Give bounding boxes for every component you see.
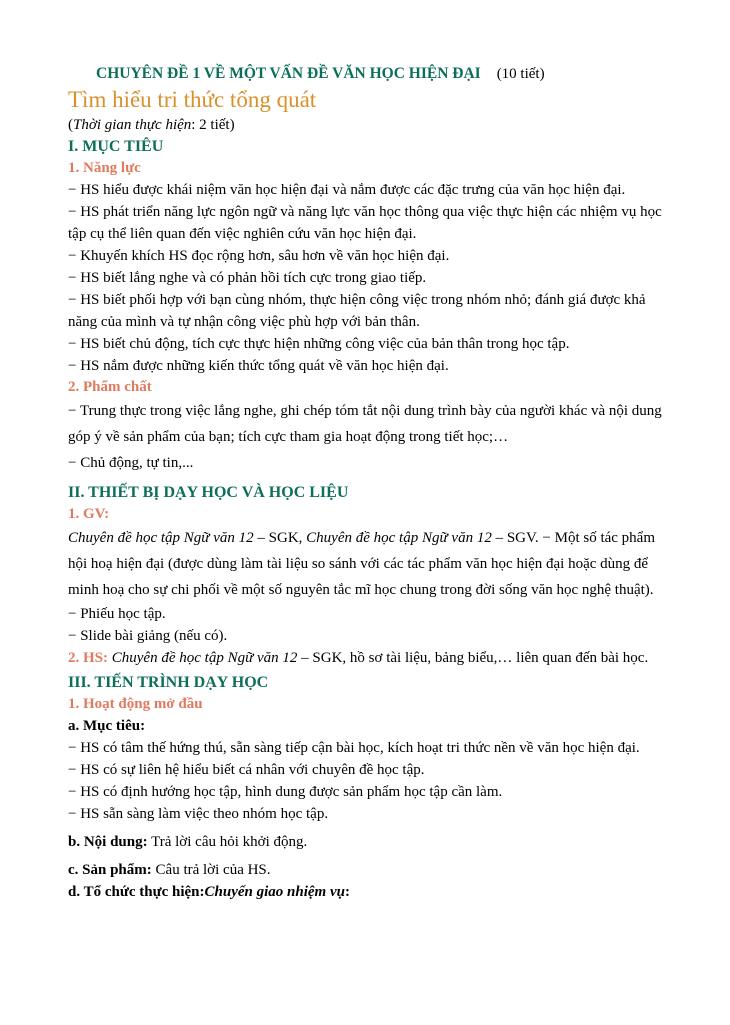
noi-dung-line <box>68 831 668 853</box>
subheading-pham-chat: 2. Phẩm chất <box>68 379 152 395</box>
time-line: (Thời gian thực hiện: 2 tiết) <box>68 117 235 133</box>
gv-text-2: – SGV. − Một số tác phẩm hội hoạ hiện đại (được dùng làm tài liệu so sánh với các tác phẩm văn học hiện đại hoặc dùng để minh hoạ cho sự chi phối về một số nguyên tắc mĩ học chung trong đời sống văn học nghệ thuật). <box>68 530 656 598</box>
muc-tieu-item: − HS sẵn sàng làm việc theo nhóm học tập. <box>68 806 329 822</box>
document-title <box>68 62 668 86</box>
gv-book-sgk: Chuyên đề học tập Ngữ văn 12 <box>68 530 254 546</box>
time-value: : 2 tiết <box>191 117 230 133</box>
to-chuc-line <box>68 881 668 903</box>
muc-tieu-item: − HS có định hướng học tập, hình dung được sản phẩm học tập cần làm. <box>68 784 503 800</box>
label-noi-dung: b. Nội dung: <box>68 834 148 850</box>
lesson-subtitle: Tìm hiểu tri thức tổng quát <box>68 87 317 112</box>
document-page <box>68 62 668 903</box>
pham-chat-item: − Chủ động, tự tin,... <box>68 455 194 471</box>
section-heading-tien-trinh: III. TIẾN TRÌNH DẠY HỌC <box>68 674 269 691</box>
noi-dung-text: Trả lời câu hỏi khởi động. <box>147 834 308 850</box>
chuyen-giao-text: Chuyển giao nhiệm vụ <box>204 884 345 900</box>
muc-tieu-item: − HS có sự liên hệ hiểu biết cá nhân với chuyên đề học tập. <box>68 762 425 778</box>
hs-text: – SGK, hồ sơ tài liệu, bảng biểu,… liên quan đến bài học. <box>297 650 649 666</box>
gv-item: − Slide bài giảng (nếu có). <box>68 628 228 644</box>
pham-chat-item: − Trung thực trong việc lắng nghe, ghi chép tóm tắt nội dung trình bày của người khác và nội dung góp ý về sản phẩm của bạn; tích cực tham gia hoạt động trong tiết học;… <box>68 403 662 445</box>
to-chuc-colon: : <box>344 884 350 900</box>
subheading-gv: 1. GV: <box>68 506 110 522</box>
subheading-hoat-dong-mo-dau: 1. Hoạt động mở đầu <box>68 696 203 712</box>
hs-book: Chuyên đề học tập Ngữ văn 12 <box>111 650 298 666</box>
title-text: CHUYÊN ĐỀ 1 VỀ MỘT VẤN ĐỀ VĂN HỌC HIỆN ĐẠI <box>96 65 481 82</box>
label-muc-tieu: a. Mục tiêu: <box>68 718 146 734</box>
san-pham-line <box>68 859 668 881</box>
nang-luc-item: − HS biết chủ động, tích cực thực hiện những công việc của bản thân trong học tập. <box>68 336 570 352</box>
section-heading-thiet-bi: II. THIẾT BỊ DẠY HỌC VÀ HỌC LIỆU <box>68 484 349 501</box>
nang-luc-item: − HS nắm được những kiến thức tổng quát về văn học hiện đại. <box>68 358 449 374</box>
section-heading-muc-tieu: I. MỤC TIÊU <box>68 138 164 155</box>
subheading-hs: 2. HS: <box>68 650 112 666</box>
label-san-pham: c. Sản phẩm: <box>68 862 152 878</box>
nang-luc-item: − HS biết lắng nghe và có phản hồi tích cực trong giao tiếp. <box>68 270 427 286</box>
gv-item: − Phiếu học tập. <box>68 606 166 622</box>
time-label: Thời gian thực hiện <box>73 117 192 133</box>
san-pham-text: Câu trả lời của HS. <box>151 862 271 878</box>
subheading-nang-luc: 1. Năng lực <box>68 160 141 176</box>
nang-luc-item: − HS hiểu được khái niệm văn học hiện đại và nắm được các đặc trưng của văn học hiện đại. <box>68 182 626 198</box>
nang-luc-item: − Khuyến khích HS đọc rộng hơn, sâu hơn về văn học hiện đại. <box>68 248 450 264</box>
nang-luc-item: − HS biết phối hợp với bạn cùng nhóm, thực hiện công việc trong nhóm nhỏ; đánh giá được khả năng của mình và tự nhận công việc phù hợp với bản thân. <box>68 292 646 330</box>
nang-luc-item: − HS phát triển năng lực ngôn ngữ và năng lực văn học thông qua việc thực hiện các nhiệm vụ học tập cụ thể liên quan đến việc nghiên cứu văn học hiện đại. <box>68 204 662 242</box>
label-to-chuc: d. Tổ chức thực hiện: <box>68 884 205 900</box>
gv-book-sgv: Chuyên đề học tập Ngữ văn 12 <box>306 530 492 546</box>
gv-materials-paragraph <box>68 525 668 603</box>
hs-materials-paragraph <box>68 647 668 669</box>
gv-text-1: – SGK, <box>253 530 307 546</box>
muc-tieu-item: − HS có tâm thế hứng thú, sẵn sàng tiếp cận bài học, kích hoạt tri thức nền về văn học hiện đại. <box>68 740 640 756</box>
title-duration: (10 tiết) <box>496 66 545 82</box>
